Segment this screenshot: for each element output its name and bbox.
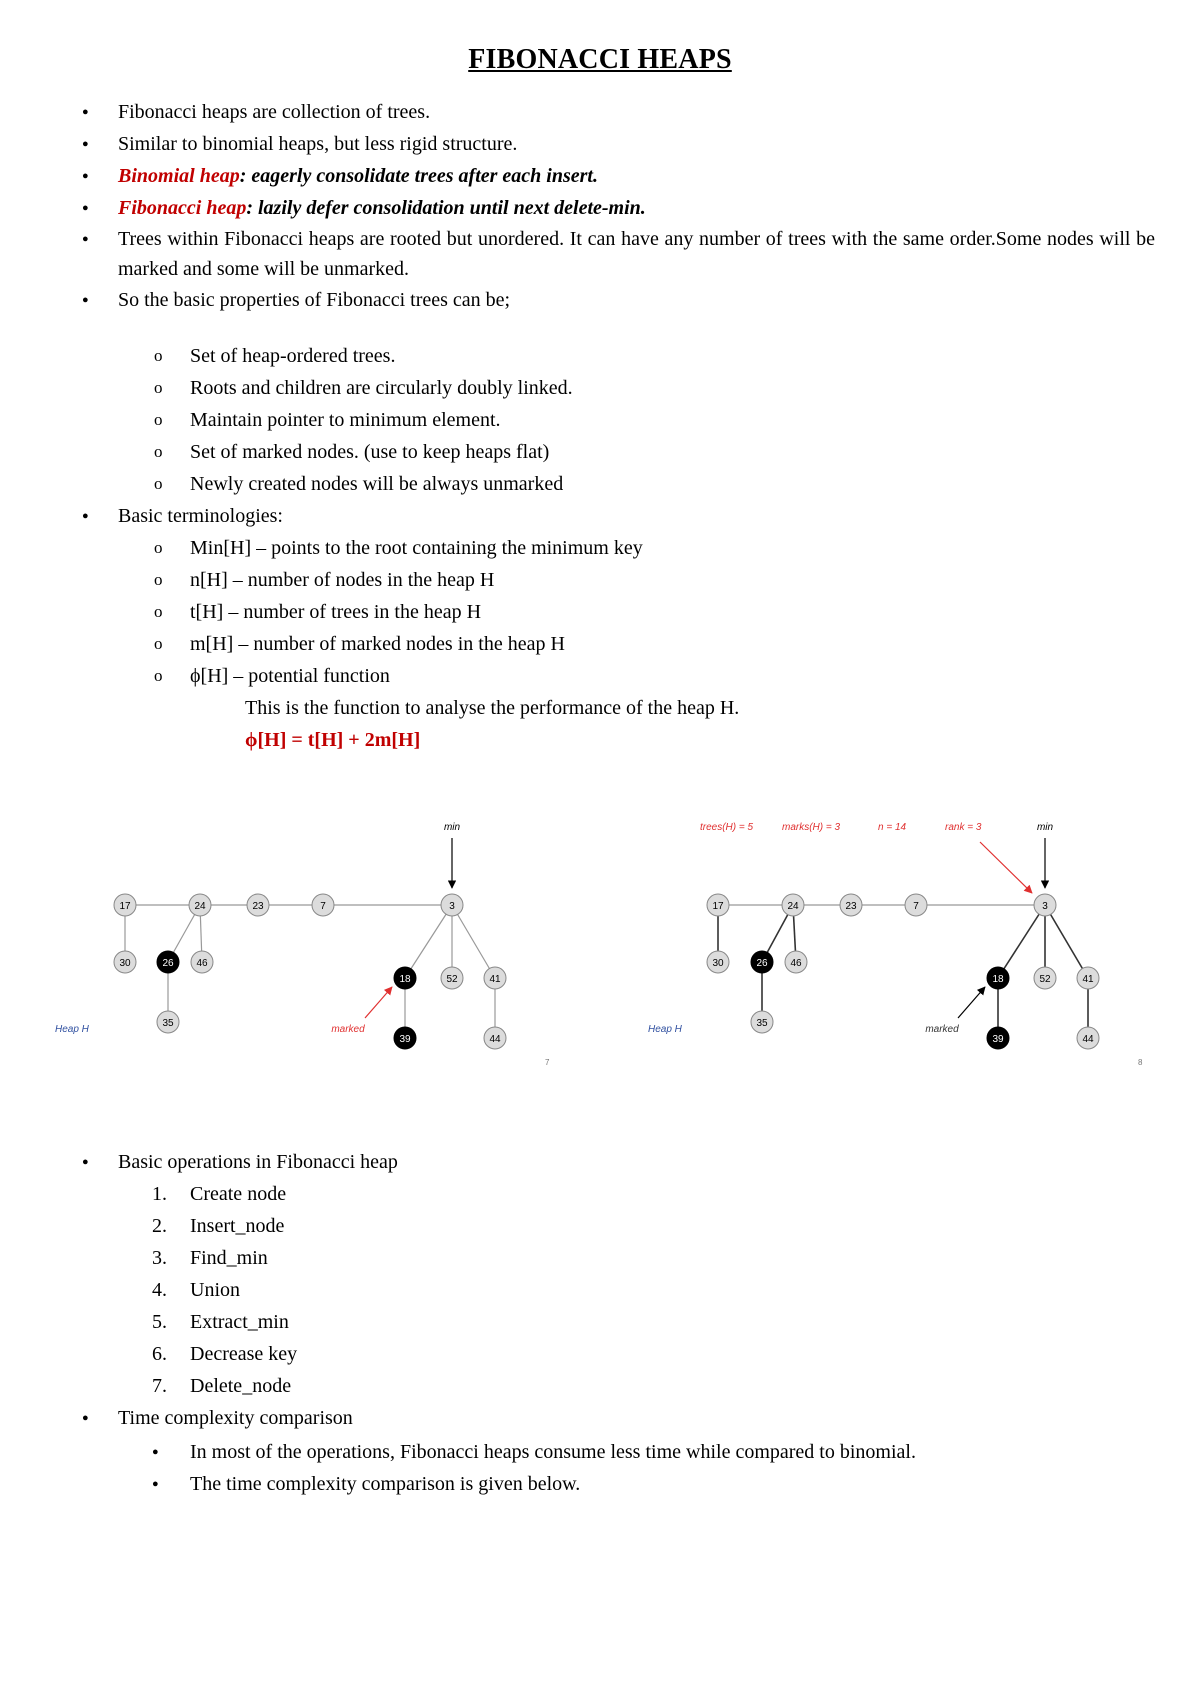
node-key: 7: [913, 901, 919, 912]
marked-node: [157, 951, 179, 973]
heap-node: [114, 951, 136, 973]
binomial-desc: : eagerly consolidate trees after each insert.: [239, 165, 598, 187]
terminology-list: [80, 532, 1200, 692]
slide-page-number: 8: [1138, 1058, 1143, 1067]
operation-label: Decrease key: [190, 1343, 298, 1365]
property-item: o Set of marked nodes. (use to keep heaps flat): [152, 436, 1200, 468]
operation-label: Delete_node: [190, 1375, 292, 1397]
node-key: 46: [196, 958, 208, 969]
term-item: o m[H] – number of marked nodes in the heap H: [152, 628, 1200, 660]
complexity-item: ● In most of the operations, Fibonacci heaps consume less time while compared to binomial.: [152, 1436, 1200, 1468]
node-key: 24: [194, 901, 206, 912]
marked-label: marked: [331, 1024, 365, 1035]
heap-node: [905, 894, 927, 916]
node-key: 44: [1082, 1034, 1094, 1045]
terminology-heading: ● Basic terminologies:: [80, 500, 1155, 532]
operation-label: Extract_min: [190, 1311, 289, 1333]
complexity-heading: ● Time complexity comparison: [80, 1402, 1155, 1434]
heap-node: [484, 1027, 506, 1049]
node-key: 35: [162, 1018, 174, 1029]
marked-node: [987, 1027, 1009, 1049]
node-key: 23: [252, 901, 264, 912]
heap-node: [1077, 967, 1099, 989]
fibonacci-term: Fibonacci heap: [118, 197, 247, 219]
heap-diagram-left: [55, 822, 550, 1067]
node-key: 23: [845, 901, 857, 912]
property-item: o Maintain pointer to minimum element.: [152, 404, 1200, 436]
operation-label: Find_min: [190, 1247, 268, 1269]
term-item: o Min[H] – points to the root containing the minimum key: [152, 532, 1200, 564]
heap-node: [441, 894, 463, 916]
operation-item: 1. Create node: [152, 1183, 287, 1205]
node-key: 17: [712, 901, 724, 912]
heap-node: [191, 951, 213, 973]
node-key: 52: [446, 974, 458, 985]
node-key: 17: [119, 901, 131, 912]
heap-node: [247, 894, 269, 916]
operation-item: 5. Extract_min: [152, 1311, 289, 1333]
binomial-item: [80, 160, 1155, 192]
node-key: 39: [399, 1034, 411, 1045]
stat-marks: marks(H) = 3: [782, 822, 841, 833]
node-key: 3: [1042, 901, 1048, 912]
potential-desc: This is the function to analyse the performance of the heap H.: [245, 697, 740, 719]
operations-section: [80, 1146, 1155, 1178]
node-key: 46: [790, 958, 802, 969]
stat-trees: trees(H) = 5: [700, 822, 754, 833]
property-item: o Newly created nodes will be always unmarked: [152, 468, 1200, 500]
heap-node: [157, 1011, 179, 1033]
marked-label: marked: [925, 1024, 959, 1035]
complexity-item: ● The time complexity comparison is given below.: [152, 1468, 1200, 1500]
terminology-section: [80, 500, 1155, 532]
node-key: 3: [449, 901, 455, 912]
page-title: FIBONACCI HEAPS: [468, 44, 732, 75]
min-label: min: [1036, 822, 1054, 833]
operation-item: 3. Find_min: [152, 1247, 268, 1269]
node-key: 7: [320, 901, 326, 912]
node-key: 52: [1039, 974, 1051, 985]
operation-label: Union: [190, 1279, 240, 1301]
marked-node: [394, 967, 416, 989]
properties-heading: ● So the basic properties of Fibonacci trees can be;: [80, 284, 1155, 316]
property-item: o Roots and children are circularly doubly linked.: [152, 372, 1200, 404]
complexity-section: [80, 1402, 1155, 1434]
node-key: 24: [787, 901, 799, 912]
heap-node: [707, 951, 729, 973]
node-key: 26: [756, 958, 768, 969]
heap-figure: [0, 800, 1200, 1090]
marked-node: [751, 951, 773, 973]
term-item: o t[H] – number of trees in the heap H: [152, 596, 1200, 628]
intro-item: ● Similar to binomial heaps, but less rigid structure.: [80, 128, 1155, 160]
trees-item: ● Trees within Fibonacci heaps are rooted but unordered. It can have any number of trees with the same order.Some nodes will be marked and some will be unmarked.: [80, 224, 1155, 284]
potential-formula: ϕ[H] = t[H] + 2m[H]: [245, 729, 421, 751]
node-key: 30: [712, 958, 724, 969]
heap-node: [751, 1011, 773, 1033]
term-item: o ϕ[H] – potential function: [152, 660, 1200, 692]
min-label: min: [443, 822, 461, 833]
properties-list: [80, 340, 1200, 500]
operations-heading: ● Basic operations in Fibonacci heap: [80, 1146, 1155, 1178]
fibonacci-item: [80, 192, 1155, 224]
fibonacci-desc: : lazily defer consolidation until next delete-min.: [246, 197, 646, 219]
heap-label: Heap H: [55, 1024, 89, 1035]
node-key: 39: [992, 1034, 1004, 1045]
heap-node: [1034, 967, 1056, 989]
heap-node: [441, 967, 463, 989]
heap-diagram-right: [648, 822, 1143, 1067]
operation-item: 4. Union: [152, 1279, 240, 1301]
heap-node: [484, 967, 506, 989]
intro-item: ● Fibonacci heaps are collection of trees.: [80, 96, 1155, 128]
marked-node: [394, 1027, 416, 1049]
node-key: 41: [489, 974, 501, 985]
heap-node: [1034, 894, 1056, 916]
operation-item: 6. Decrease key: [152, 1343, 298, 1365]
term-item: o n[H] – number of nodes in the heap H: [152, 564, 1200, 596]
stat-rank: rank = 3: [945, 822, 982, 833]
heap-node: [189, 894, 211, 916]
complexity-list: [80, 1436, 1200, 1500]
stat-n: n = 14: [878, 822, 907, 833]
slide-page-number: 7: [545, 1058, 550, 1067]
node-key: 35: [756, 1018, 768, 1029]
node-key: 30: [119, 958, 131, 969]
intro-list: [80, 96, 1155, 316]
heap-node: [840, 894, 862, 916]
operation-item: 2. Insert_node: [152, 1215, 285, 1237]
node-key: 18: [992, 974, 1004, 985]
node-key: 26: [162, 958, 174, 969]
operation-item: 7. Delete_node: [152, 1375, 292, 1397]
node-key: 18: [399, 974, 411, 985]
heap-node: [707, 894, 729, 916]
heap-node: [312, 894, 334, 916]
potential-description: [80, 692, 1155, 756]
heap-node: [782, 894, 804, 916]
heap-node: [114, 894, 136, 916]
marked-node: [987, 967, 1009, 989]
heap-node: [785, 951, 807, 973]
node-key: 41: [1082, 974, 1094, 985]
binomial-term: Binomial heap: [118, 165, 240, 187]
operations-list: [80, 1178, 1200, 1402]
operation-label: Insert_node: [190, 1215, 285, 1237]
property-item: o Set of heap-ordered trees.: [152, 340, 1200, 372]
heap-node: [1077, 1027, 1099, 1049]
operation-label: Create node: [190, 1183, 287, 1205]
node-key: 44: [489, 1034, 501, 1045]
heap-label: Heap H: [648, 1024, 682, 1035]
